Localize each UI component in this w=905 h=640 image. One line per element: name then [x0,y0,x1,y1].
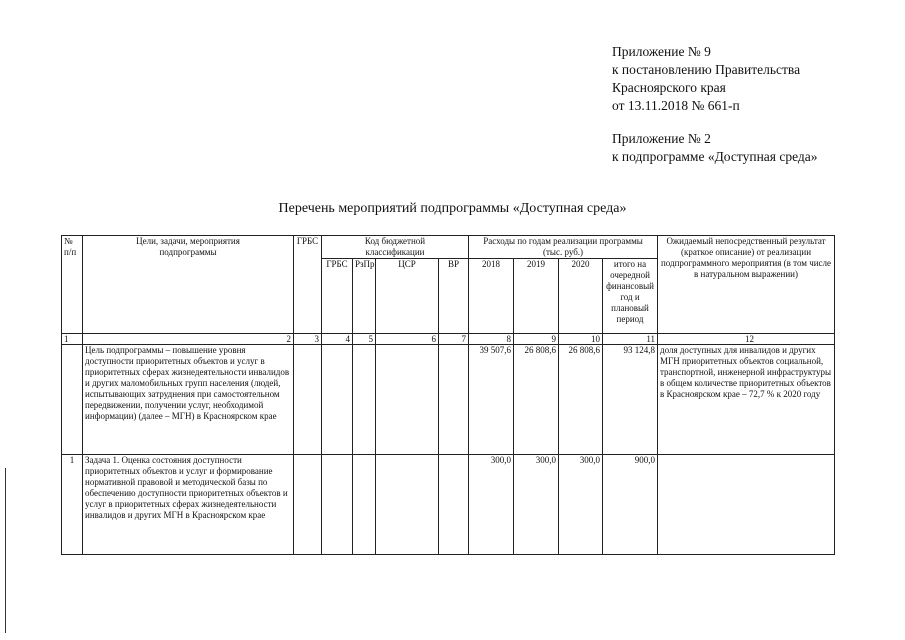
header-2019: 2019 [514,259,559,334]
appendix-2-block [612,130,818,166]
header-goals: Цели, задачи, мероприятия подпрограммы [83,236,294,334]
row-2019: 300,0 [514,455,559,555]
header-budget-code: Код бюджетной классификации [322,236,469,259]
column-number-row [62,334,835,345]
col-number: 11 [603,334,658,345]
header-2020: 2020 [559,259,603,334]
col-number: 4 [322,334,353,345]
row-rzpr [353,455,376,555]
row-2019: 26 808,6 [514,345,559,455]
header-total: итого на очередной финансовый год и плановый период [603,259,658,334]
scan-edge-line [5,468,6,633]
row-2018: 300,0 [469,455,514,555]
appendix-2-line: к подпрограмме «Доступная среда» [612,149,818,164]
header-num: № п/п [62,236,83,334]
appendix-2-line: Приложение № 2 [612,131,711,146]
appendix-9-block [612,43,800,115]
row-2018: 39 507,6 [469,345,514,455]
header-expenses: Расходы по годам реализации программы (тыс. руб.) [469,236,658,259]
row-result: доля доступных для инвалидов и других МГН приоритетных объектов социальной, транспортной, инженерной инфраструктуры в общем количестве приоритетных объектов в Красноярском крае – 72,7 % к 2020 году [658,345,835,455]
appendix-9-line: от 13.11.2018 № 661-п [612,98,740,113]
row-csr [376,345,439,455]
header-grbs: ГРБС [294,236,322,334]
col-number: 6 [376,334,439,345]
col-number: 10 [559,334,603,345]
row-csr [376,455,439,555]
row-sub-grbs [322,455,353,555]
header-row-1 [62,236,835,259]
row-total: 900,0 [603,455,658,555]
document-title: Перечень мероприятий подпрограммы «Доступная среда» [278,201,627,216]
header-sub-csr: ЦСР [376,259,439,334]
row-rzpr [353,345,376,455]
row-vr [439,455,469,555]
row-text: Задача 1. Оценка состояния доступности приоритетных объектов и услуг и формирование нормативной правовой и методической базы по обеспечению доступности приоритетных объектов и услуг в приоритетных сферах жизнедеятельности инвалидов и других МГН в Красноярском крае [83,455,294,555]
row-num [62,345,83,455]
header-sub-vr: ВР [439,259,469,334]
appendix-9-line: к постановлению Правительства [612,62,801,77]
col-number: 9 [514,334,559,345]
header-2018: 2018 [469,259,514,334]
table-row [62,345,835,455]
header-result: Ожидаемый непосредственный результат (краткое описание) от реализации подпрограммного мероприятия (в том числе в натуральном выражении) [658,236,835,334]
appendix-9-line: Приложение № 9 [612,44,711,59]
row-num: 1 [62,455,83,555]
row-grbs [294,345,322,455]
col-number: 7 [439,334,469,345]
header-sub-rzpr: РзПр [353,259,376,334]
col-number: 12 [658,334,835,345]
row-vr [439,345,469,455]
header-sub-grbs: ГРБС [322,259,353,334]
measures-table [61,235,835,555]
row-text: Цель подпрограммы – повышение уровня доступности приоритетных объектов и услуг в приоритетных сферах жизнедеятельности инвалидов и других маломобильных групп населения (людей, испытывающих затруднения при самостоятельном передвижении, получении услуг, необходимой информации) (далее – МГН) в Красноярском крае [83,345,294,455]
col-number: 8 [469,334,514,345]
col-number: 3 [294,334,322,345]
appendix-9-line: Красноярского края [612,80,726,95]
row-sub-grbs [322,345,353,455]
row-grbs [294,455,322,555]
col-number: 2 [83,334,294,345]
col-number: 5 [353,334,376,345]
col-number: 1 [62,334,83,345]
row-2020: 300,0 [559,455,603,555]
row-result [658,455,835,555]
row-2020: 26 808,6 [559,345,603,455]
table-row [62,455,835,555]
row-total: 93 124,8 [603,345,658,455]
